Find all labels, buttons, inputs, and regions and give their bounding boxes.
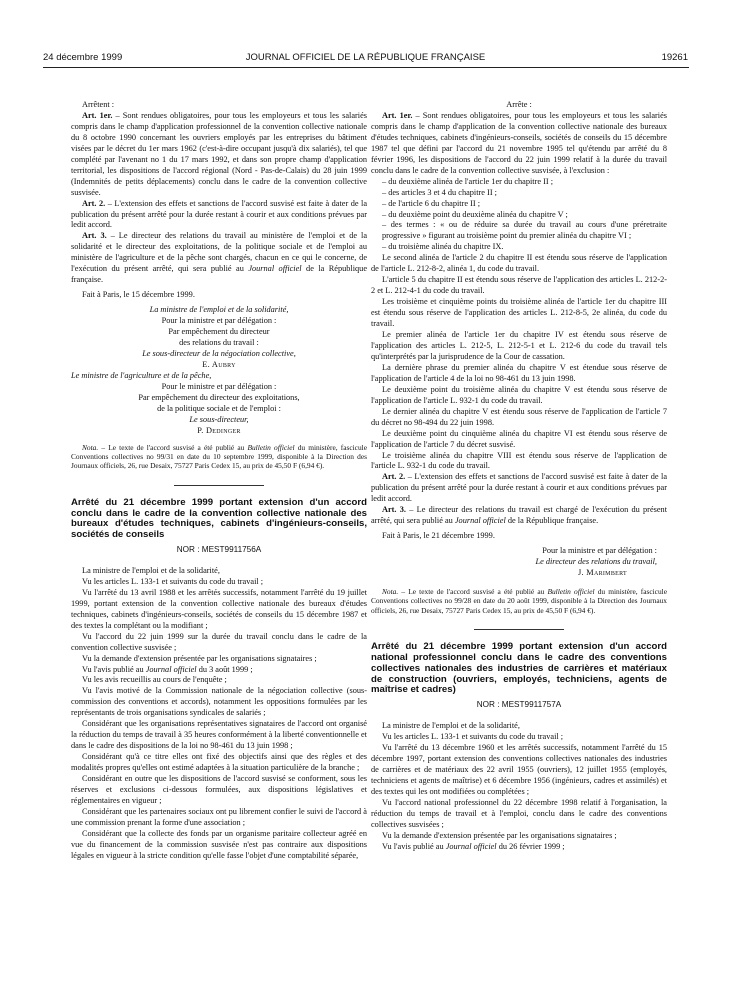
signatory-name: P. Dedinger bbox=[197, 425, 241, 435]
exclusion-item: – du deuxième point du deuxième alinéa du chapitre V ; bbox=[382, 209, 568, 219]
article-1: Art. 1er. – Sont rendues obligatoires, pour tous les employeurs et tous les salariés compris dans le champ d'application de la convention collective nationale des bureaux d'études techniques, cabinets d'ingénieurs-conseils, sociétés de conseils du 15 décembre 1987 tel que défini par l'accord du 21 novembre 1995 tel qu'étendu par arrêté du 8 février 1996, les dispositions de l'accord du 22 juin 1999 relatif à la durée du travail conclu dans le cadre de la convention collective susvisée, à l'exclusion : bbox=[371, 110, 667, 175]
article-2: Art. 2. – L'extension des effets et sanctions de l'accord susvisé est faite à dater de la publication du présent arrêté pour la durée restant à courir et aux conditions prévues par ledit accord. bbox=[371, 472, 668, 504]
header-page-number: 19261 bbox=[661, 52, 688, 63]
body-paragraph: Vu les articles L. 133-1 et suivants du code du travail ; bbox=[82, 576, 264, 586]
decree-title: Arrêté du 21 décembre 1999 portant extension d'un accord conclu dans le cadre de la convention collective nationale des bureaux d'études techniques, cabinets d'ingénieurs-conseils, sociétés de conseils bbox=[71, 496, 367, 541]
nor-reference: NOR : MEST9911757A bbox=[476, 700, 562, 710]
article-3: Art. 3. – Le directeur des relations du travail au ministère de l'emploi et de la solidarité et le directeur des exploitations, de la politique sociale et de l'emploi au ministère de l'agriculture et de la pêche sont chargés, chacun en ce qui le concerne, de l'exécution du présent arrêté, qui sera publié au Journal officiel de la République française. bbox=[71, 231, 367, 285]
nor-reference: NOR : MESТ9911756A bbox=[176, 545, 262, 554]
signature-line: Par empêchement du directeur des exploitations, bbox=[138, 392, 300, 402]
right-column bbox=[371, 100, 667, 853]
body-paragraph: La ministre de l'emploi et de la solidarité, bbox=[382, 721, 520, 731]
reserve-paragraph: La dernière phrase du premier alinéa du chapitre V est étendue sous réserve de l'application de l'article 4 de la loi no 98-461 du 13 juin 1998. bbox=[371, 362, 667, 383]
arretent-heading: Arrêtent : bbox=[82, 100, 115, 109]
body-paragraph: Considérant que la collecte des fonds par un organisme paritaire collecteur agréé en vue du financement de la commission susvisée n'est pas contraire aux dispositions légales en vigueur à la stricte condition qu'elle fasse l'objet d'une comptabilité séparée, bbox=[71, 828, 367, 860]
signatory-name: J. Marimbert bbox=[578, 568, 627, 578]
signature-line: Pour la ministre et par délégation : bbox=[542, 546, 657, 556]
reserve-paragraph: Le deuxième point du troisième alinéa du chapitre V est étendu sous réserve de l'application de l'article L. 932-1 du code du travail. bbox=[371, 384, 667, 405]
reserve-paragraph: Le premier alinéa de l'article 1er du chapitre IV est étendu sous réserve de l'application des articles L. 212-5, L. 212-5-1 et L. 212-6 du code du travail tels qu'interprétés par la jurisprudence de la Cour de cassation. bbox=[371, 330, 667, 361]
left-column bbox=[71, 100, 367, 862]
body-paragraph: La ministre de l'emploi et de la solidarité, bbox=[82, 565, 220, 575]
signature-line: Le directeur des relations du travail, bbox=[535, 557, 657, 567]
body-paragraph: Considérant que les organisations représentatives signataires de l'accord ont organisé la réduction du temps de travail à 35 heures conformément à la liberté conventionnelle et dans le cadre des dispositions de la loi no 98-461 du 13 juin 1998 ; bbox=[71, 719, 367, 751]
section-divider bbox=[474, 629, 564, 630]
article-1: Art. 1er. – Sont rendues obligatoires, pour tous les employeurs et tous les salariés compris dans le champ d'application professionnel de la convention collective nationale du 8 octobre 1990 concernant les ouvriers employés par les entreprises du bâtiment visées par le décret du 1er mars 1962 (c'est-à-dire occupant jusqu'à dix salariés), tel que complété par l'avenant no 1 du 17 mars 1992, et dans son propre champ d'application territorial, les dispositions de l'accord régional (Nord - Pas-de-Calais) du 28 juin 1999 (Indemnités de petits déplacements) conclu dans le cadre de la convention collective susvisée. bbox=[71, 110, 367, 197]
signature-line: Le ministre de l'agriculture et de la pêche, bbox=[71, 370, 212, 380]
body-paragraph: Vu l'accord national professionnel du 22 décembre 1998 relatif à l'organisation, la réduction du temps de travail et à l'emploi, conclu dans le cadre des conventions collectives susvisées ; bbox=[371, 797, 667, 829]
reserve-paragraph: Le troisième alinéa du chapitre VIII est étendu sous réserve de l'application de l'article L. 932-1 du code du travail. bbox=[371, 450, 667, 471]
body-paragraph: Vu l'accord du 22 juin 1999 sur la durée du travail conclu dans le cadre de la convention collective susvisée ; bbox=[71, 631, 367, 652]
exclusion-item: – du troisième alinéa du chapitre IX. bbox=[382, 242, 504, 252]
exclusion-item: – des termes : « ou de réduire sa durée du travail au cours d'une préretraite progressive » figurant au troisième point du premier alinéa du chapitre VI ; bbox=[382, 220, 667, 241]
body-paragraph: Vu la demande d'extension présentée par les organisations signataires ; bbox=[382, 830, 617, 840]
header-rule bbox=[43, 67, 689, 68]
body-paragraph: Considérant que les partenaires sociaux ont pu librement confier le suivi de l'accord à une commission prenant la forme d'une association ; bbox=[71, 806, 367, 827]
signature-line: des relations du travail : bbox=[179, 338, 259, 348]
arrete-heading: Arrête : bbox=[506, 100, 532, 109]
body-paragraph: Vu la demande d'extension présentée par les organisations signataires ; bbox=[82, 653, 317, 663]
body-paragraph: Vu l'avis publié au Journal officiel du 3 août 1999 ; bbox=[82, 664, 253, 674]
signature-line: Le sous-directeur, bbox=[189, 414, 249, 424]
exclusion-item: – de l'article 6 du chapitre II ; bbox=[382, 198, 481, 208]
fait-a-paris: Fait à Paris, le 15 décembre 1999. bbox=[82, 290, 195, 300]
signatory-name: E. Aubry bbox=[202, 359, 236, 369]
reserve-paragraph: L'article 5 du chapitre II est étendu sous réserve de l'application des articles L. 212-2-2 et L. 212-4-1 du code du travail. bbox=[371, 275, 667, 296]
signature-line: Le sous-directeur de la négociation collective, bbox=[142, 348, 296, 358]
signature-line: La ministre de l'emploi et de la solidarité, bbox=[149, 305, 289, 315]
body-paragraph: Vu l'arrêté du 13 avril 1988 et les arrêtés successifs, notamment l'arrêté du 19 juillet 1999, portant extension de la convention collective nationale des bureaux d'études techniques, cabinets d'ingénieurs-conseils, sociétés de conseils du 15 décembre 1987 et des textes la complétant ou la modifiant ; bbox=[71, 587, 367, 630]
body-paragraph: Vu les articles L. 133-1 et suivants du code du travail ; bbox=[382, 732, 564, 742]
header-journal-title: JOURNAL OFFICIEL DE LA RÉPUBLIQUE FRANÇAISE bbox=[245, 52, 486, 63]
reserve-paragraph: Le deuxième point du cinquième alinéa du chapitre VI est étendu sous réserve de l'application de l'article 7 du décret susvisé. bbox=[371, 428, 667, 449]
body-paragraph: Considérant qu'à ce titre elles ont fixé des objectifs ainsi que des règles et des modalités propres qu'elles ont estimé adaptées à la situation particulière de la branche ; bbox=[71, 752, 367, 773]
page-header bbox=[0, 52, 731, 66]
section-divider bbox=[174, 485, 264, 486]
article-2: Art. 2. – L'extension des effets et sanctions de l'accord susvisé est faite à dater de la publication du présent arrêté pour la durée restant à courir et aux conditions prévues par ledit accord. bbox=[71, 198, 368, 230]
signature-line: Par empêchement du directeur bbox=[168, 327, 270, 337]
fait-a-paris: Fait à Paris, le 21 décembre 1999. bbox=[382, 531, 495, 541]
body-paragraph: Vu l'arrêté du 13 décembre 1960 et les arrêtés successifs, notamment l'arrêté du 15 décembre 1997, portant extension des conventions collectives nationales des industries de carrières et de matériaux des 22 avril 1955 (ouvriers), 12 juillet 1955 (employés, techniciens et agents de maîtrise) et 6 décembre 1956 (ingénieurs, cadres et assimilés) et des textes qui les ont modifiées ou complétées ; bbox=[371, 743, 667, 796]
signature-line: de la politique sociale et de l'emploi : bbox=[157, 403, 281, 413]
body-paragraph: Considérant en outre que les dispositions de l'accord susvisé se conforment, sous les réserves et exclusions ci-dessous formulées, aux dispositions législatives et réglementaires en vigueur ; bbox=[71, 774, 367, 805]
body-paragraph: Vu les avis recueillis au cours de l'enquête ; bbox=[82, 675, 227, 685]
nota-note: Nota. – Le texte de l'accord susvisé a été publié au Bulletin officiel du ministère, fascicule Conventions collectives no 99/28 en date du 20 août 1999, disponible à la Direction des Journaux officiels, 26, rue Desaix, 75727 Paris Cedex 15, au prix de 45,50 F (6,94 €). bbox=[371, 586, 667, 615]
nota-note: Nota. – Le texte de l'accord susvisé a été publié au Bulletin officiel du ministère, fascicule Conventions collectives no 99/31 en date du 10 septembre 1999, disponible à la Direction des Journaux officiels, 26, rue Desaix, 75727 Paris Cedex 15, au prix de 45,50 F (6,94 €). bbox=[71, 442, 367, 471]
signature-line: Pour la ministre et par délégation : bbox=[161, 316, 277, 326]
reserve-paragraph: Les troisième et cinquième points du troisième alinéa de l'article 1er du chapitre III est étendu sous réserve de l'application des articles L. 212-8-5, 2e alinéa, du code du travail. bbox=[371, 297, 667, 329]
signature-line: Pour le ministre et par délégation : bbox=[161, 381, 277, 391]
decree-title: Arrêté du 21 décembre 1999 portant extension d'un accord national professionnel conclu dans le cadre des conventions collectives nationales des industries de carrières et matériaux de construction (ouvriers, employés, techniciens, agents de maîtrise et cadres) bbox=[371, 641, 667, 696]
reserve-paragraph: Le second alinéa de l'article 2 du chapitre II est étendu sous réserve de l'application de l'article L. 212-8-2, alinéa 1, du code du travail. bbox=[371, 253, 667, 274]
article-3: Art. 3. – Le directeur des relations du travail est chargé de l'exécution du présent arrêté, qui sera publié au Journal officiel de la République française. bbox=[371, 505, 667, 526]
body-paragraph: Vu l'avis motivé de la Commission nationale de la négociation collective (sous-commission des conventions et accords), notamment les oppositions formulées par les représentants de trois organisations syndicales de salariés ; bbox=[71, 686, 367, 718]
exclusion-item: – du deuxième alinéa de l'article 1er du chapitre II ; bbox=[382, 176, 554, 186]
exclusion-item: – des articles 3 et 4 du chapitre II ; bbox=[382, 187, 497, 197]
body-paragraph: Vu l'avis publié au Journal officiel du 26 février 1999 ; bbox=[382, 841, 565, 851]
header-date: 24 décembre 1999 bbox=[43, 52, 123, 63]
reserve-paragraph: Le dernier alinéa du chapitre V est étendu sous réserve de l'application de l'article 7 du décret no 98-494 du 22 juin 1998. bbox=[371, 406, 667, 427]
